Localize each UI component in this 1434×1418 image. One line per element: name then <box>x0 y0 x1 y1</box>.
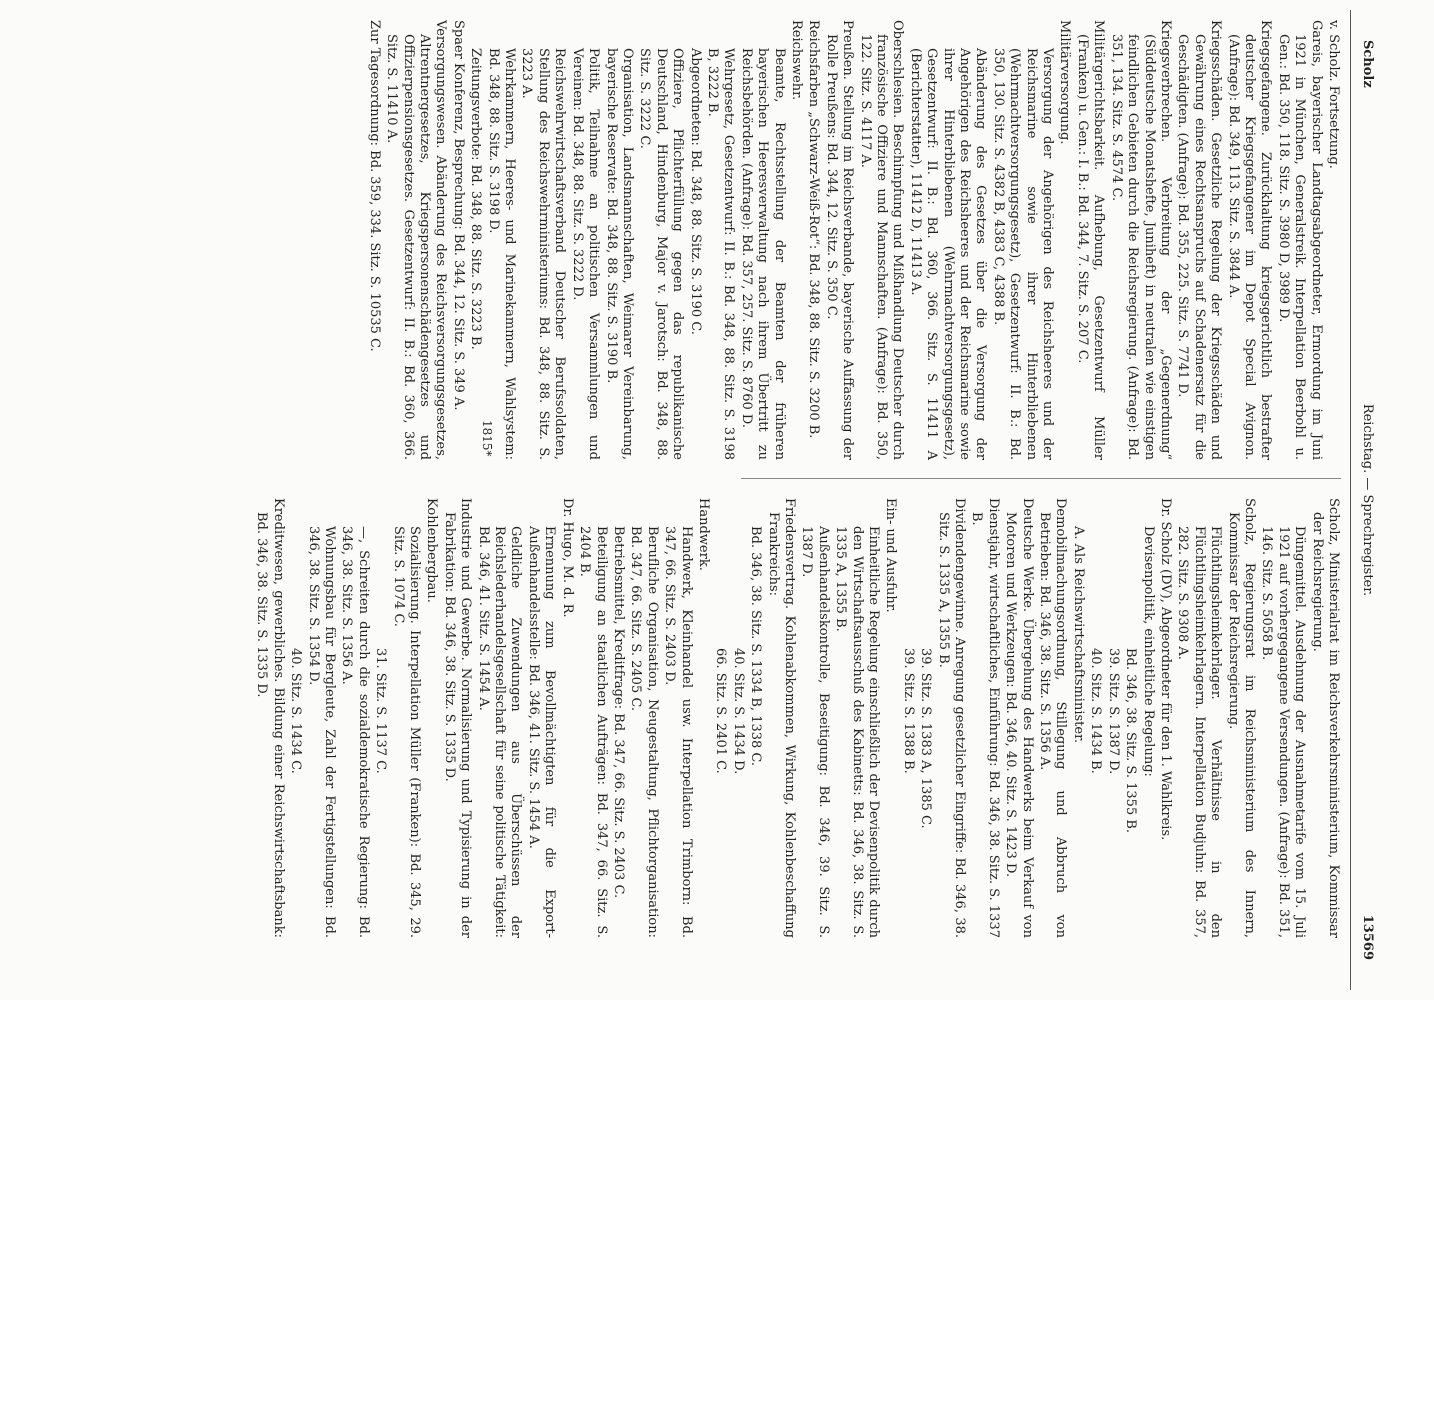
register-entry: Dienstjahr, wirtschaftliches, Einführung: Bd. 346, 38. Sitz. S. 1337 B. <box>969 498 1001 938</box>
register-entry: Ein- und Ausfuhr. <box>883 498 899 613</box>
footer-page-number: 1815* <box>480 420 494 457</box>
register-entry: Beamte, Rechtsstellung der Beamten der früheren bayerischen Heeresverwaltung nach ihrem Übertritt zu Reichsbehörden. (Anfrage): Bd. 357, 257. Sitz. S. 8760 D. <box>738 48 787 460</box>
register-entry: Bd. 346, 38. Sitz. S. 1355 B. <box>1123 648 1139 834</box>
register-entry: Devisenpolitik, einheitliche Regelung: <box>1140 526 1156 777</box>
register-entry: Abänderung des Gesetzes über die Versorgung der Angehörigen des Reichsheeres und der Reichsmarine sowie ihrer Hinterbliebenen (Wehrmachtversorgungsgesetz), Gesetzentwurf: II. B.: Bd. 360, 366. Sitz. S. 11411 A (Berichterstatter), 11412 D, 11413 A. <box>907 48 989 460</box>
page-header <box>1353 40 1375 960</box>
page-number: 13569 <box>1360 914 1375 960</box>
register-entry: 39. Sitz. S. 1387 D. <box>1105 648 1121 775</box>
register-entry: 40. Sitz. S. 1434 B. <box>1088 648 1104 774</box>
register-entry: 66. Sitz. S. 2401 C. <box>713 648 729 774</box>
register-entry: Spaer Konferenz, Besprechung: Bd. 344, 12. Sitz. S. 349 A. <box>450 20 466 411</box>
register-entry: Zeitungsverbote: Bd. 348, 88. Sitz. S. 3223 B. <box>468 48 484 350</box>
register-entry: Ernennung zum Bevollmächtigten für die Export-Außenhandelsstelle: Bd. 346, 41. Sitz. S. 1454 A. <box>525 526 558 938</box>
register-entry: Industrie und Gewerbe. Normalisierung und Typisierung in der Fabrikation: Bd. 346, 38. Sitz. S. 1335 D. <box>441 498 474 938</box>
header-title: Reichstag. — Sprechregister. <box>1360 403 1375 597</box>
register-entry: Kohlenbergbau. <box>424 498 440 603</box>
register-entry: Preußen. Stellung im Reichsverbande, bayerische Auffassung der Rolle Preußens: Bd. 344, 12. Sitz. S. 350 C. <box>823 20 856 460</box>
register-entry: Berufliche Organisation, Neugestaltung, Pflichtorganisation: Bd. 347, 66. Sitz. S. 2405 C. <box>628 526 660 938</box>
register-entry: Kriegsgefangene. Zurückhaltung kriegsgerichtlich bestrafter deutscher Kriegsgefangener im Depot Special Avignon. (Anfrage): Bd. 349, 113. Sitz. S. 3844 A. <box>1225 20 1274 460</box>
column-divider <box>741 478 1341 479</box>
left-column <box>364 20 1341 460</box>
register-entry: Offiziere, Pflichterfüllung gegen das republikanische Deutschland, Hindenburg, Major v. Jarotsch: Bd. 348, 88. Sitz. S. 3222 C. <box>637 48 686 460</box>
register-entry: Zur Tagesordnung: Bd. 359, 334. Sitz. S. 10535 C. <box>366 20 382 352</box>
register-entry: 39. Sitz. S. 1383 A, 1385 C. <box>918 648 934 829</box>
register-entry: Außenhandelskontrolle, Beseitigung: Bd. 346, 39. Sitz. S. 1387 D. <box>799 526 831 938</box>
register-entry: Beteiligung an staatlichen Aufträgen: Bd. 347, 66. Sitz. S. 2404 B. <box>577 526 609 938</box>
register-entry: 39. Sitz. S. 1388 B. <box>900 648 916 774</box>
register-entry: Oberschlesien. Beschimpfung und Mißhandlung Deutscher durch französische Offiziere und Mannschaften. (Anfrage): Bd. 350, 122. Sitz. S. 4117 A. <box>857 20 906 460</box>
register-entry: Kreditwesen, gewerbliches. Bildung einer Reichswirtschaftsbank: Bd. 346, 38. Sitz. S. 1335 D. <box>254 498 286 938</box>
register-entry: Düngemittel. Ausdehnung der Ausnahmetarife vom 15. Juli 1921 auf vorhergegangene Versendungen. (Anfrage): Bd. 351, 146. Sitz. S. 5058 B. <box>1259 526 1308 938</box>
register-entry: Einheitliche Regelung einschließlich der Devisenpolitik durch den Wirtschaftsausschuß des Kabinetts: Bd. 346, 38. Sitz. S. 1335 A, 1355 B. <box>833 526 882 938</box>
register-entry: Handwerk, Kleinhandel usw. Interpellation Trimborn: Bd. 347, 66. Sitz. S. 2403 D. <box>662 526 694 938</box>
register-entry: Geldliche Zuwendungen aus Überschüssen der Reichslederhandelsgesellschaft für seine politische Tätigkeit: Bd. 346, 41. Sitz. S. 1454 A. <box>475 526 524 938</box>
header-left: Scholz <box>1360 40 1375 88</box>
register-entry: Scholz, Ministerialrat im Reichsverkehrsministerium, Kommissar der Reichsregierung. <box>1309 498 1341 938</box>
rotated-page <box>85 10 1375 990</box>
register-entry: Versorgung der Angehörigen des Reichsheeres und der Reichsmarine sowie ihrer Hinterbliebenen (Wehrmachtversorgungsgesetz), Gesetzentwurf: II. B.: Bd. 350, 130. Sitz. S. 4382 B, 4383 C, 4388 B. <box>990 48 1056 460</box>
header-rule <box>1350 10 1351 990</box>
register-entry: Handwerk. <box>695 498 711 571</box>
register-entry: 31. Sitz. S. 1137 C. <box>373 648 389 774</box>
register-entry: v. Scholz. Fortsetzung. <box>1326 20 1341 169</box>
register-entry: Kriegsschäden. Gesetzliche Regelung der Kriegsschäden und Gewährung eines Rechtsanspruchs auf Schadenersatz für die Geschädigten. (Anfrage): Bd. 355, 225. Sitz. S. 7741 D. <box>1175 20 1224 460</box>
right-column <box>252 498 1341 938</box>
register-entry: Organisation, Landsmannschaften, Weimarer Vereinbarung, bayerische Reservate: Bd. 348, 88. Sitz. S. 3190 B. <box>603 48 635 460</box>
register-entry: Reichswehrwirtschaftsverband Deutscher Berufssoldaten, Stellung des Reichswehrministeriums: Bd. 348, 88. Sitz. S. 3223 A. <box>519 48 568 460</box>
register-entry: Dividendengewinne. Anregung gesetzlicher Eingriffe: Bd. 346, 38. Sitz. S. 1335 A, 1355 B. <box>935 498 968 938</box>
register-entry: Scholz, Regierungsrat im Reichsministerium des Innern, Kommissar der Reichsregierung. <box>1225 498 1257 938</box>
register-entry: Demobilmachungsordnung, Stillegung und Abbruch von Betrieben: Bd. 346, 38. Sitz. S. 1356 A. <box>1037 498 1069 938</box>
register-entry: Reichswehr. <box>789 20 804 101</box>
register-entry: Wohnungsbau für Bergleute, Zahl der Fertigstellungen: Bd. 346, 38. Sitz. S. 1354 D. <box>305 526 338 938</box>
register-entry: 40. Sitz. S. 1434 D. <box>730 648 746 775</box>
register-entry: Flüchtlingsheimkehrlager. Verhältnisse in den Flüchtlingsheimkehrlagern. Interpellation Budjuhn: Bd. 357, 282. Sitz. S. 9308 A. <box>1175 526 1224 938</box>
register-entry: Militärversorgung. <box>1057 20 1073 145</box>
register-entry: A. Als Reichswirtschaftsminister. <box>1070 526 1086 743</box>
page-content <box>85 10 1375 990</box>
register-entry: Gareis, bayerischer Landtagsabgeordneter, Ermordung im Juni 1921 in München, Generalstreik. Interpellation Beerbohl u. Gen.: Bd. 350, 118. Sitz. S. 3980 D, 3989 D. <box>1275 20 1324 460</box>
register-entry: Deutsche Werke. Übergehung des Handwerks beim Verkauf von Motoren und Werkzeugen: Bd. 346, 40. Sitz. S. 1423 D. <box>1003 498 1035 938</box>
register-entry: Reichsfarben „Schwarz-Weiß-Rot“: Bd. 348, 88. Sitz. S. 3200 B. <box>806 20 822 439</box>
register-entry: Bd. 346, 38. Sitz. S. 1334 B, 1338 C. <box>748 526 764 766</box>
register-entry: Dr. Hugo, M. d. R. <box>559 498 575 618</box>
register-entry: Abgeordneten: Bd. 348, 88. Sitz. S. 3190 C. <box>687 48 703 335</box>
register-entry: Kriegsverbrechen. Verbreitung der „Gegenerdnung“ (Süddeutsche Monatshefte, Juniheft) in neutralen wie einstigen feindlichen Gebieten durch die Reichsregierung. (Anfrage): Bd. 351, 134. Sitz. S. 4574 C. <box>1108 20 1173 460</box>
register-entry: Wehrgesetz, Gesetzentwurf: II. B.: Bd. 348, 88. Sitz. S. 3198 B, 3222 B. <box>704 48 737 460</box>
register-entry: Sozialisierung. Interpellation Müller (Franken): Bd. 345, 29. Sitz. S. 1074 C. <box>390 526 423 938</box>
register-entry: Wehrkammern, Heeres- und Marinekammern, Wahlsystem: Bd. 348, 88. Sitz. S. 3198 D. <box>485 48 518 460</box>
register-entry: Militärgerichtsbarkeit. Aufhebung, Gesetzentwurf Müller (Franken) u. Gen.: I. B.: Bd. 344, 7. Sitz. S. 207 C. <box>1074 20 1107 460</box>
register-entry: Versorgungswesen. Abänderung des Reichsversorgungsgesetzes, Altrentnergesetzes, Kriegspersonenschädengesetzes und Offizierpensionsgesetzes. Gesetzentwurf: II. B.: Bd. 360, 366. Sitz. S. 11410 A. <box>384 20 449 460</box>
register-entry: Politik, Teilnahme an politischen Versammlungen und Vereinen: Bd. 348, 88. Sitz. S. 3222 D. <box>569 48 602 460</box>
register-entry: Dr. Scholz (DV), Abgeordneter für den 1. Wahlkreis. <box>1157 498 1173 841</box>
register-entry: —, Schreiten durch die sozialdemokratische Regierung: Bd. 346, 38. Sitz. S. 1356 A. <box>339 526 371 938</box>
register-entry: 40. Sitz. S. 1434 C. <box>288 648 304 774</box>
register-entry: Friedensvertrag. Kohlenabkommen, Wirkung, Kohlenbeschaffung Frankreichs: <box>765 498 797 938</box>
register-entry: Betriebsmittel, Kreditfrage: Bd. 347, 66. Sitz. S. 2403 C. <box>610 526 626 899</box>
